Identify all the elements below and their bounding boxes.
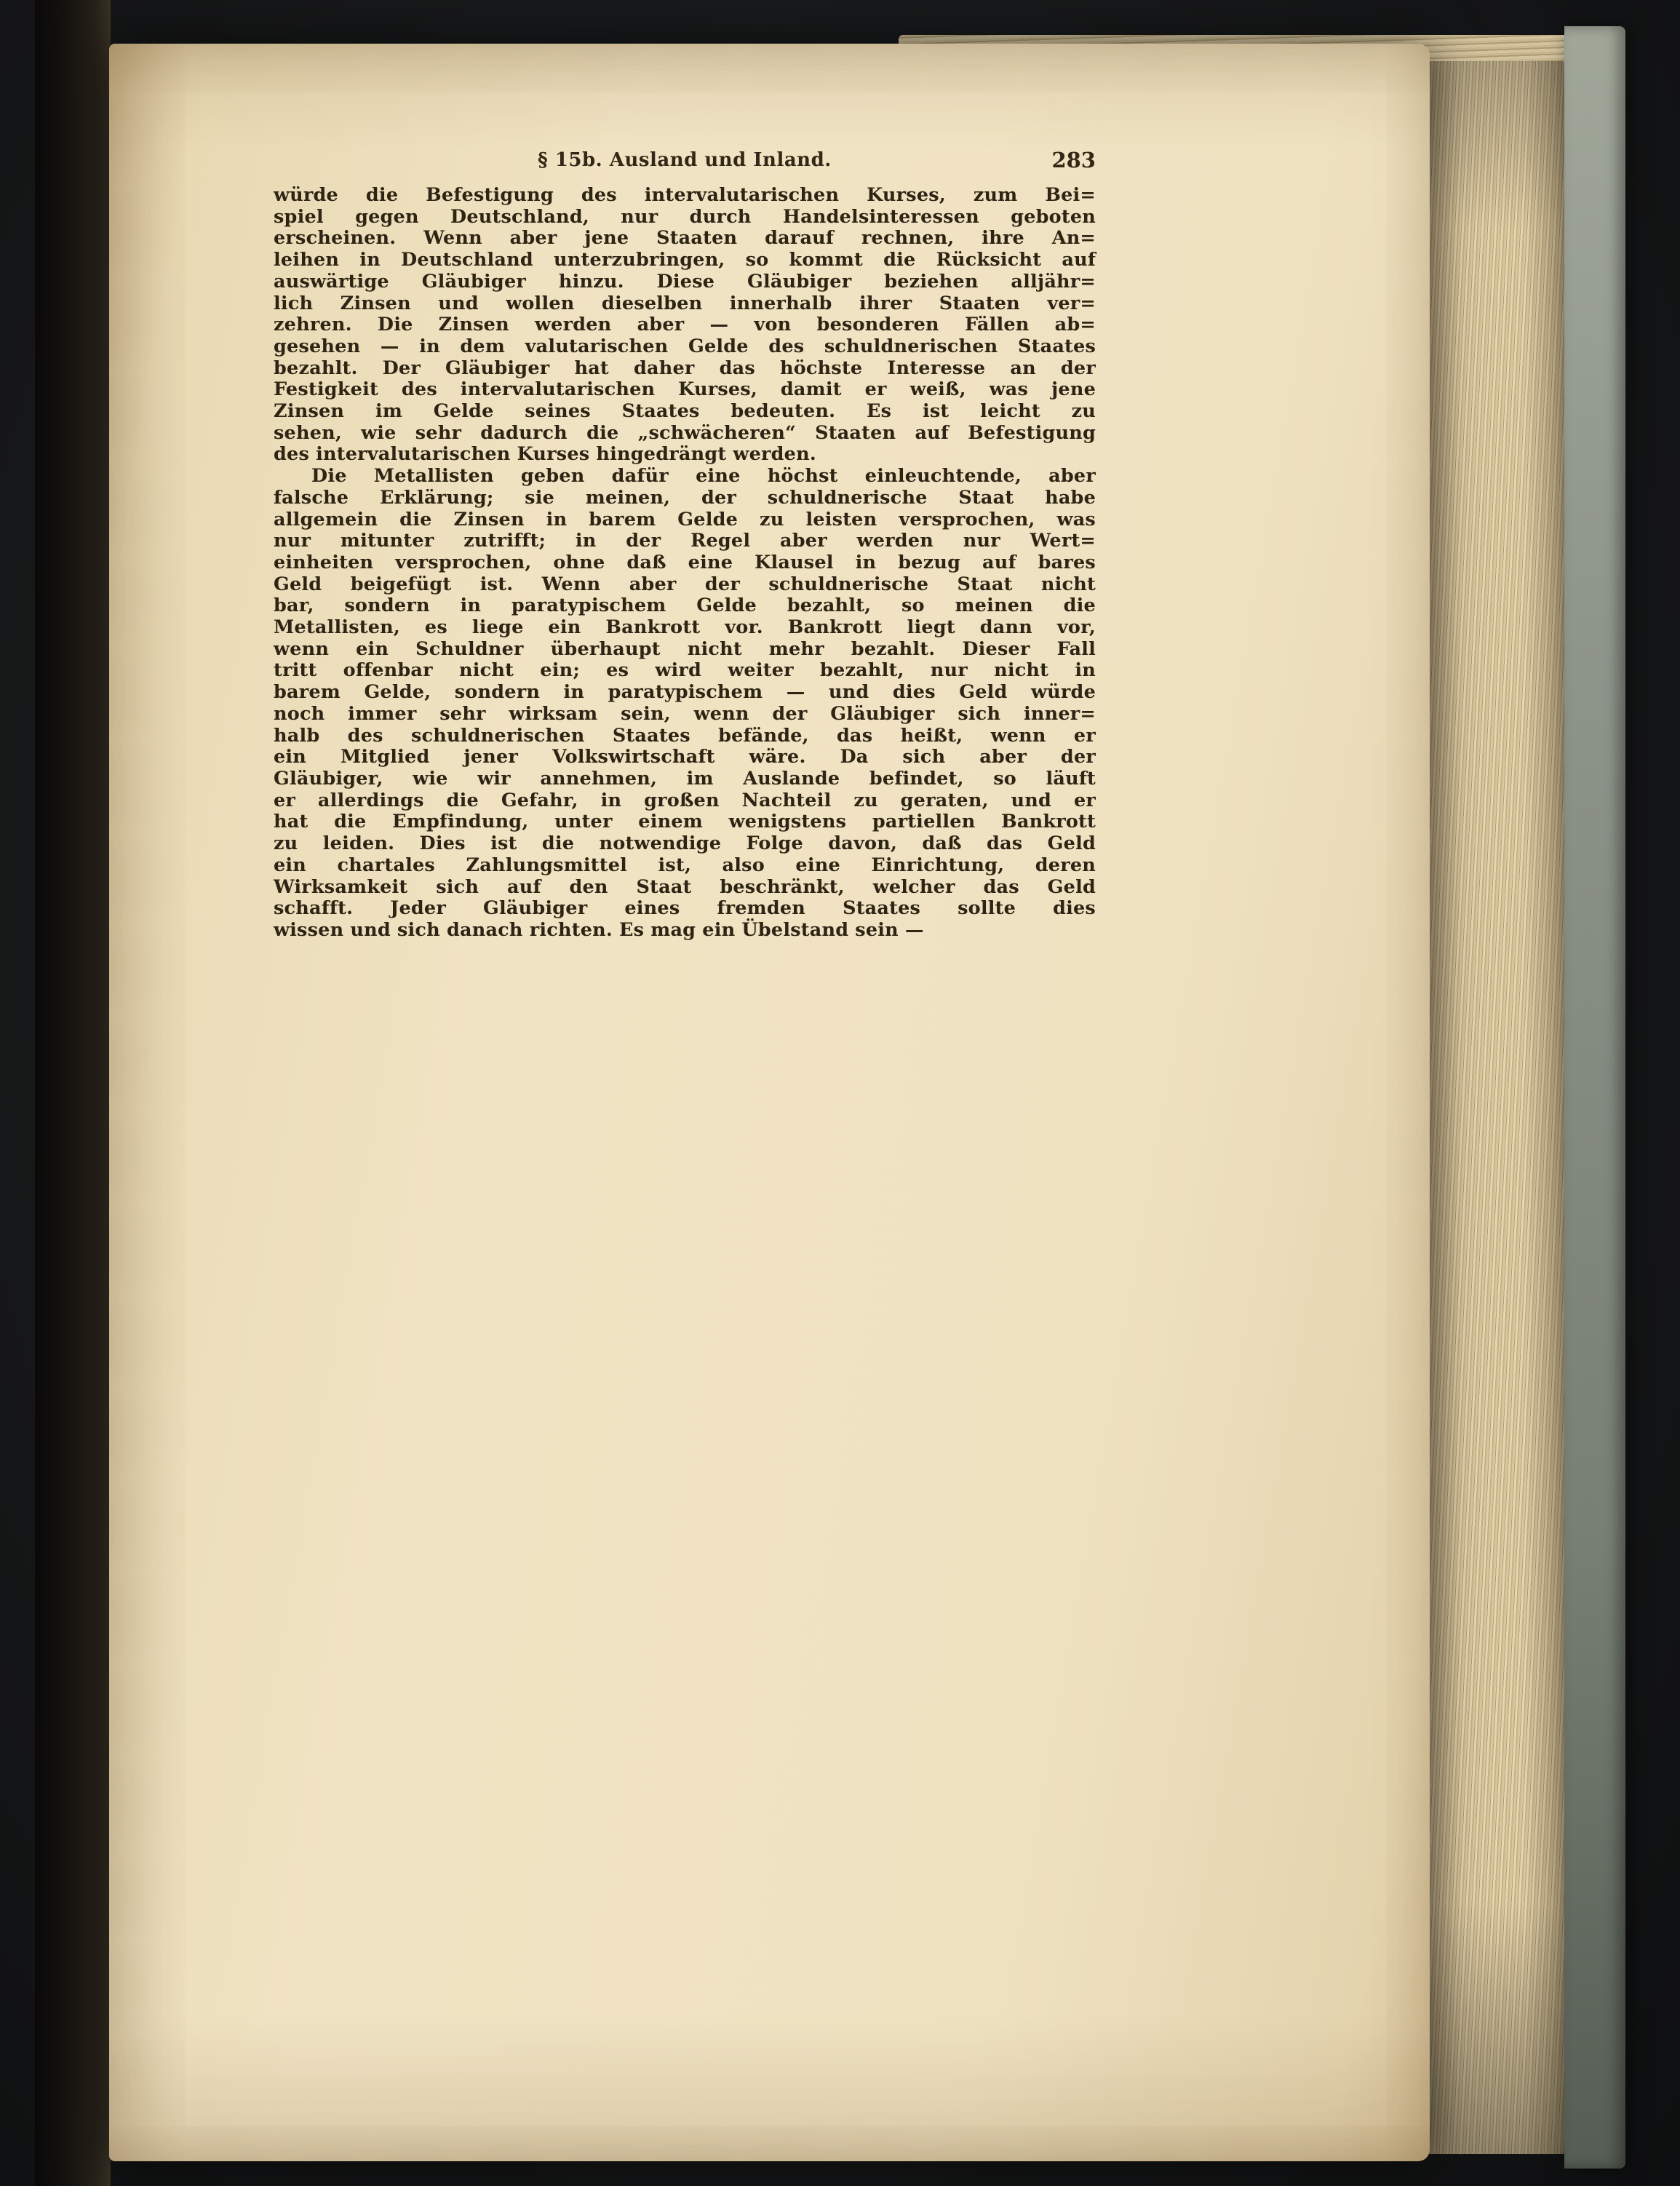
text-line: auswärtige Gläubiger hinzu. Diese Gläubiger beziehen alljähr= — [274, 270, 1096, 293]
text-line: Festigkeit des intervalutarischen Kurses, damit er weiß, was jene — [274, 378, 1096, 401]
text-line: würde die Befestigung des intervalutarischen Kurses, zum Bei= — [274, 184, 1096, 206]
text-line: sehen, wie sehr dadurch die „schwächeren“ Staaten auf Befestigung — [274, 421, 1096, 444]
book-cover-left-edge — [35, 0, 111, 2186]
page-text — [274, 185, 1096, 942]
text-line: zu leiden. Dies ist die notwendige Folge davon, daß das Geld — [274, 832, 1096, 855]
book-cover-right — [1564, 26, 1625, 2169]
text-line: einheiten versprochen, ohne daß eine Klausel in bezug auf bares — [274, 551, 1096, 573]
page-edges-right — [1425, 61, 1567, 2154]
text-line: Die Metallisten geben dafür eine höchst einleuchtende, aber — [311, 465, 1096, 488]
running-title: § 15b. Ausland und Inland. — [538, 149, 832, 171]
text-line: bezahlt. Der Gläubiger hat daher das höchste Interesse an der — [274, 357, 1096, 379]
text-line: allgemein die Zinsen in barem Gelde zu leisten versprochen, was — [274, 508, 1096, 530]
text-line: ein Mitglied jener Volkswirtschaft wäre. Da sich aber der — [274, 746, 1096, 768]
text-line: tritt offenbar nicht ein; es wird weiter bezahlt, nur nicht in — [274, 659, 1096, 682]
text-line: bar, sondern in paratypischem Gelde bezahlt, so meinen die — [274, 595, 1096, 617]
page-header — [274, 147, 1096, 173]
text-line: des intervalutarischen Kurses hingedrängt werden. — [274, 443, 816, 466]
text-line: Wirksamkeit sich auf den Staat beschränkt, welcher das Geld — [274, 875, 1096, 898]
text-line: halb des schuldnerischen Staates befände, das heißt, wenn er — [274, 724, 1096, 747]
text-line: hat die Empfindung, unter einem wenigstens partiellen Bankrott — [274, 811, 1096, 833]
text-line: erscheinen. Wenn aber jene Staaten darauf rechnen, ihre An= — [274, 227, 1096, 250]
text-line: lich Zinsen und wollen dieselben innerhalb ihrer Staaten ver= — [274, 292, 1096, 314]
text-line: nur mitunter zutrifft; in der Regel aber werden nur Wert= — [274, 530, 1096, 552]
printed-area — [274, 147, 1096, 942]
text-line: ein chartales Zahlungsmittel ist, also eine Einrichtung, deren — [274, 854, 1096, 876]
text-line: falsche Erklärung; sie meinen, der schuldnerische Staat habe — [274, 486, 1096, 509]
text-line: er allerdings die Gefahr, in großen Nachteil zu geraten, und er — [274, 789, 1096, 811]
text-line: Metallisten, es liege ein Bankrott vor. Bankrott liegt dann vor, — [274, 616, 1096, 639]
page-number: 283 — [1051, 148, 1096, 172]
text-line: zehren. Die Zinsen werden aber — von besonderen Fällen ab= — [274, 314, 1096, 336]
text-line: barem Gelde, sondern in paratypischem — und dies Geld würde — [274, 681, 1096, 704]
text-line: gesehen — in dem valutarischen Gelde des schuldnerischen Staates — [274, 335, 1096, 357]
text-line: Gläubiger, wie wir annehmen, im Auslande befindet, so läuft — [274, 767, 1096, 790]
book-page — [109, 44, 1430, 2161]
text-line: Geld beigefügt ist. Wenn aber der schuldnerische Staat nicht — [274, 573, 1096, 595]
text-line: wissen und sich danach richten. Es mag ein Übelstand sein — — [274, 918, 924, 941]
text-line: Zinsen im Gelde seines Staates bedeuten. Es ist leicht zu — [274, 400, 1096, 423]
text-line: noch immer sehr wirksam sein, wenn der Gläubiger sich inner= — [274, 702, 1096, 725]
text-line: wenn ein Schuldner überhaupt nicht mehr bezahlt. Dieser Fall — [274, 637, 1096, 660]
text-line: spiel gegen Deutschland, nur durch Handelsinteressen geboten — [274, 205, 1096, 228]
text-line: leihen in Deutschland unterzubringen, so kommt die Rücksicht auf — [274, 249, 1096, 271]
text-line: schafft. Jeder Gläubiger eines fremden Staates sollte dies — [274, 897, 1096, 920]
